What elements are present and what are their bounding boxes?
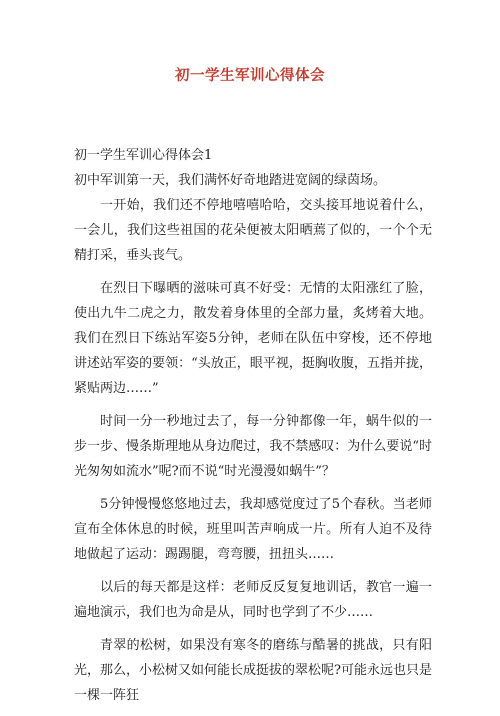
document-title: 初一学生军训心得体会 [175, 67, 325, 84]
paragraph: 青翠的松树，如果没有寒冬的磨练与酷暑的挑战，只有阳光，那么，小松树又如何能长成挺拔的翠松呢?可能永远也只是一棵一阵狂 [74, 638, 432, 703]
document-body [74, 143, 432, 716]
paragraph: 以后的每天都是这样：老师反反复复地训话，教官一遍一遍地演示，我们也为命是从，同时也学到了不少…… [74, 580, 432, 620]
paragraph: 5分钟慢慢悠悠地过去，我却感觉度过了5个春秋。当老师宣布全体休息的时候，班里叫苦声响成一片。所有人迫不及待地做起了运动：踢踢腿，弯弯腰，扭扭头…… [74, 497, 432, 562]
paragraph: 一开始，我们还不停地嘻嘻哈哈，交头接耳地说着什么，一会儿，我们这些祖国的花朵便被太阳晒蔫了似的，一个个无精打采，垂头丧气。 [74, 198, 432, 263]
paragraph: 在烈日下曝晒的滋味可真不好受：无情的太阳涨红了脸，使出九牛二虎之力，散发着身体里的全部力量，炙烤着大地。我们在烈日下练站军姿5分钟，老师在队伍中穿梭，还不停地讲述站军姿的要领：“头放正，眼平视，挺胸收腹，五指并拢，紧贴两边……” [74, 281, 432, 396]
section-heading: 初一学生军训心得体会1 [74, 148, 213, 163]
paragraph: 时间一分一秒地过去了，每一分钟都像一年，蜗牛似的一步一步、慢条斯理地从身边爬过，我不禁感叹：为什么要说“时光匆匆如流水”呢?而不说“时光漫漫如蜗牛”？ [74, 414, 432, 479]
paragraph: 初中军训第一天，我们满怀好奇地踏进宽阔的绿茵场。 [74, 173, 387, 188]
